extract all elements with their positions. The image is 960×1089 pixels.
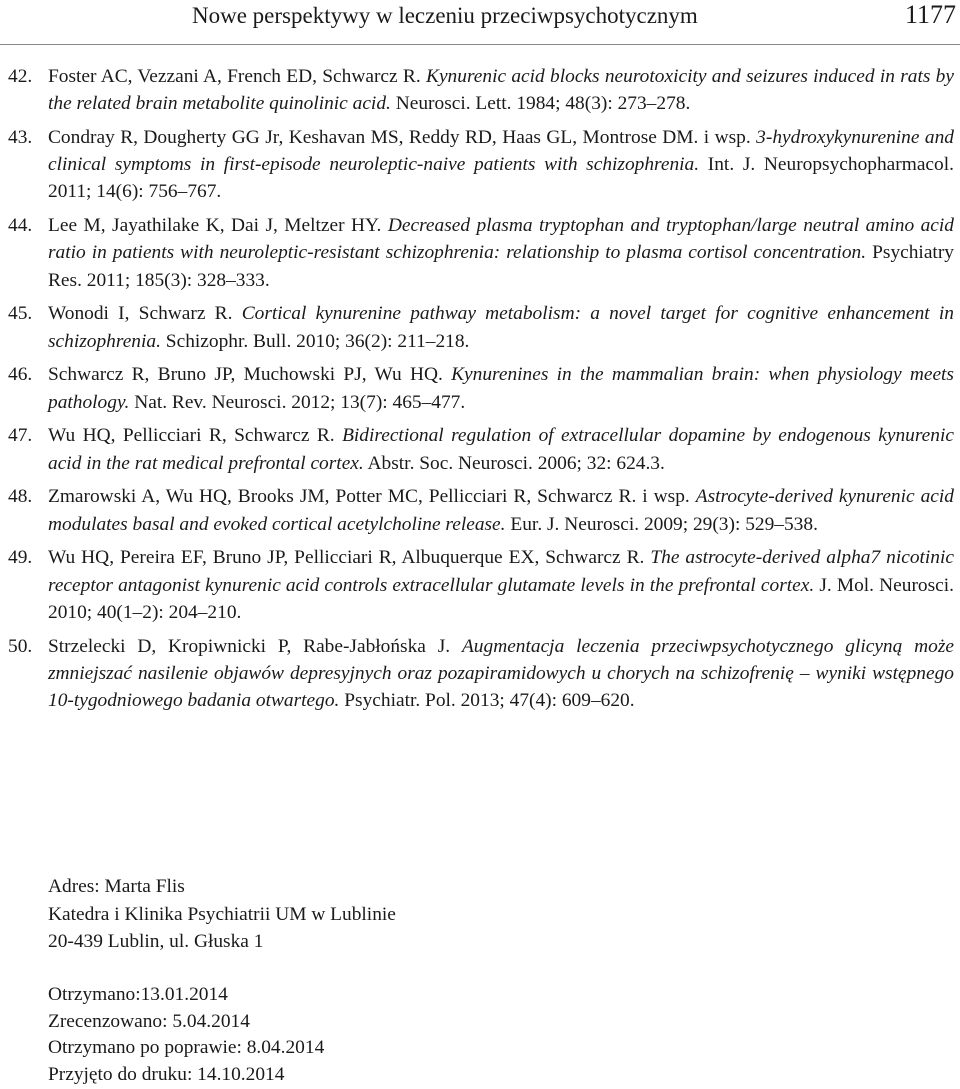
reference-number: 48. bbox=[8, 486, 33, 508]
manuscript-dates bbox=[48, 982, 324, 1088]
reference-source: Eur. J. Neurosci. 2009; 29(3): 529–538. bbox=[510, 513, 818, 535]
date-revised: Otrzymano po poprawie: 8.04.2014 bbox=[48, 1037, 325, 1058]
reference-title: 3-hydroxykynurenine and clinical symptoms in first-episode neuroleptic-naive patients with schizophrenia. bbox=[48, 127, 954, 176]
date-reviewed: Zrecenzowano: 5.04.2014 bbox=[48, 1010, 250, 1032]
reference-number: 42. bbox=[8, 66, 33, 87]
reference-authors: Schwarcz R, Bruno JP, Muchowski PJ, Wu HQ. bbox=[48, 364, 443, 386]
reference-list bbox=[8, 63, 954, 721]
reference-source: Psychiatr. Pol. 2013; 47(4): 609–620. bbox=[344, 690, 635, 712]
reference-item bbox=[8, 361, 954, 415]
reference-item bbox=[8, 63, 954, 117]
reference-title: Augmentacja leczenia przeciwpsychotycznego glicyną może zmniejszać nasilenie objawów depresyjnych oraz pozapiramidowych u chorych na schizofrenię – wyniki wstępnego 10-tygodniowego badania otwartego. bbox=[48, 635, 954, 712]
address-name: Adres: Marta Flis bbox=[48, 876, 185, 897]
address-institution: Katedra i Klinika Psychiatrii UM w Lublinie bbox=[48, 903, 396, 925]
reference-number: 47. bbox=[8, 425, 33, 447]
address-street: 20-439 Lublin, ul. Głuska 1 bbox=[48, 931, 264, 952]
reference-title: Cortical kynurenine pathway metabolism: a novel target for cognitive enhancement in schizophrenia. bbox=[48, 303, 954, 352]
reference-title: Bidirectional regulation of extracellular dopamine by endogenous kynurenic acid in the rat medical prefrontal cortex. bbox=[48, 425, 954, 474]
reference-item bbox=[8, 544, 954, 626]
reference-authors: Strzelecki D, Kropiwnicki P, Rabe-Jabłońska J. bbox=[48, 635, 451, 657]
reference-number: 45. bbox=[8, 303, 33, 325]
reference-source: Nat. Rev. Neurosci. 2012; 13(7): 465–477. bbox=[134, 391, 466, 413]
reference-source: Neurosci. Lett. 1984; 48(3): 273–278. bbox=[395, 93, 691, 115]
reference-item bbox=[8, 212, 954, 294]
date-accepted: Przyjęto do druku: 14.10.2014 bbox=[48, 1063, 285, 1085]
reference-title: The astrocyte-derived alpha7 nicotinic receptor antagonist kynurenic acid controls extracellular glutamate levels in the prefrontal cortex. bbox=[48, 547, 954, 596]
reference-item bbox=[8, 633, 954, 715]
reference-source: Schizophr. Bull. 2010; 36(2): 211–218. bbox=[165, 330, 470, 352]
reference-title: Astrocyte-derived kynurenic acid modulates basal and evoked cortical acetylcholine release. bbox=[48, 486, 954, 535]
reference-title: Kynurenines in the mammalian brain: when physiology meets pathology. bbox=[48, 364, 954, 413]
running-title: Nowe perspektywy w leczeniu przeciwpsychotycznym bbox=[192, 3, 698, 28]
reference-authors: Wonodi I, Schwarz R. bbox=[48, 303, 233, 325]
page-number: 1177 bbox=[904, 0, 956, 29]
reference-title: Kynurenic acid blocks neurotoxicity and seizures induced in rats by the related brain metabolite quinolinic acid. bbox=[48, 66, 954, 115]
reference-authors: Wu HQ, Pellicciari R, Schwarcz R. bbox=[48, 425, 335, 447]
reference-source: Int. J. Neuropsychopharmacol. 2011; 14(6): 756–767. bbox=[48, 154, 954, 203]
reference-source: Psychiatry Res. 2011; 185(3): 328–333. bbox=[48, 242, 954, 291]
reference-number: 50. bbox=[8, 635, 33, 657]
running-header bbox=[0, 0, 960, 45]
reference-number: 46. bbox=[8, 364, 33, 386]
reference-authors: Wu HQ, Pereira EF, Bruno JP, Pellicciari R, Albuquerque EX, Schwarcz R. bbox=[48, 547, 645, 569]
reference-source: Abstr. Soc. Neurosci. 2006; 32: 624.3. bbox=[367, 452, 665, 474]
reference-authors: Foster AC, Vezzani A, French ED, Schwarcz R. bbox=[48, 66, 421, 87]
correspondence-address bbox=[48, 873, 396, 956]
reference-number: 43. bbox=[8, 127, 33, 148]
reference-authors: Condray R, Dougherty GG Jr, Keshavan MS, Reddy RD, Haas GL, Montrose DM. i wsp. bbox=[48, 127, 751, 148]
reference-item bbox=[8, 300, 954, 354]
reference-title: Decreased plasma tryptophan and tryptophan/large neutral amino acid ratio in patients with neuroleptic-resistant schizophrenia: relationship to plasma cortisol concentration. bbox=[48, 215, 954, 264]
reference-item bbox=[8, 483, 954, 537]
reference-number: 44. bbox=[8, 215, 33, 237]
reference-authors: Zmarowski A, Wu HQ, Brooks JM, Potter MC, Pellicciari R, Schwarcz R. i wsp. bbox=[48, 486, 690, 508]
reference-item bbox=[8, 422, 954, 476]
reference-source: J. Mol. Neurosci. 2010; 40(1–2): 204–210. bbox=[48, 574, 954, 623]
reference-item bbox=[8, 124, 954, 206]
reference-number: 49. bbox=[8, 547, 33, 569]
date-received: Otrzymano:13.01.2014 bbox=[48, 984, 228, 1005]
reference-authors: Lee M, Jayathilake K, Dai J, Meltzer HY. bbox=[48, 215, 382, 237]
